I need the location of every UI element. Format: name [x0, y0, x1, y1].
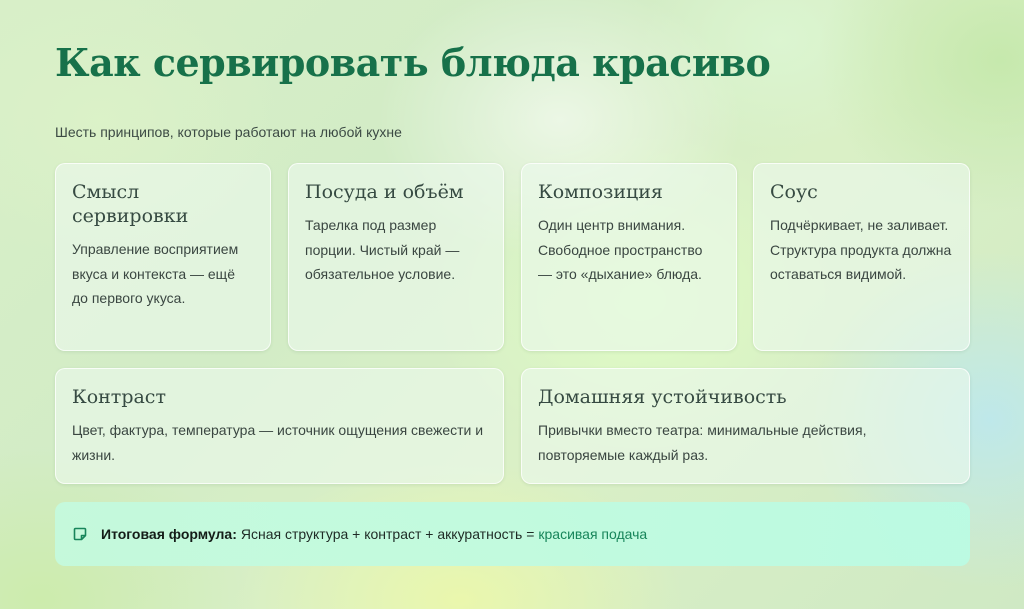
card-text: Один центр внимания. Свободное пространство — это «дыхание» блюда.: [538, 217, 703, 282]
page-title: Как сервировать блюда красиво: [55, 40, 771, 85]
note-icon: [73, 527, 87, 541]
card-title: Соус: [770, 181, 818, 203]
page-subtitle: Шесть принципов, которые работают на любой кухне: [55, 124, 402, 140]
card-text: Тарелка под размер порции. Чистый край — обязательное условие.: [305, 217, 460, 282]
card-title: Композиция: [538, 181, 663, 203]
formula-highlight: красивая подача: [538, 526, 648, 542]
formula-banner: [55, 502, 970, 566]
card-text: Подчёркивает, не заливает. Структура продукта должна оставаться видимой.: [770, 217, 952, 282]
card-title: Домашняя устойчивость: [538, 386, 787, 408]
principle-card-tableware: [288, 163, 504, 351]
formula-label: Итоговая формула:: [101, 526, 237, 542]
principle-card-home-stability: [521, 368, 970, 484]
card-title: Контраст: [72, 386, 166, 408]
card-title: Посуда и объём: [305, 181, 464, 203]
principle-card-meaning: [55, 163, 271, 351]
formula-text: Ясная структура + контраст + аккуратность =: [240, 526, 535, 542]
card-title: Смысл сервировки: [72, 181, 189, 227]
principle-card-composition: [521, 163, 737, 351]
principle-card-contrast: [55, 368, 504, 484]
card-text: Цвет, фактура, температура — источник ощущения свежести и жизни.: [72, 422, 484, 463]
card-text: Управление восприятием вкуса и контекста — ещё до первого укуса.: [72, 241, 239, 306]
principle-card-sauce: [753, 163, 970, 351]
card-text: Привычки вместо театра: минимальные действия, повторяемые каждый раз.: [538, 422, 867, 463]
